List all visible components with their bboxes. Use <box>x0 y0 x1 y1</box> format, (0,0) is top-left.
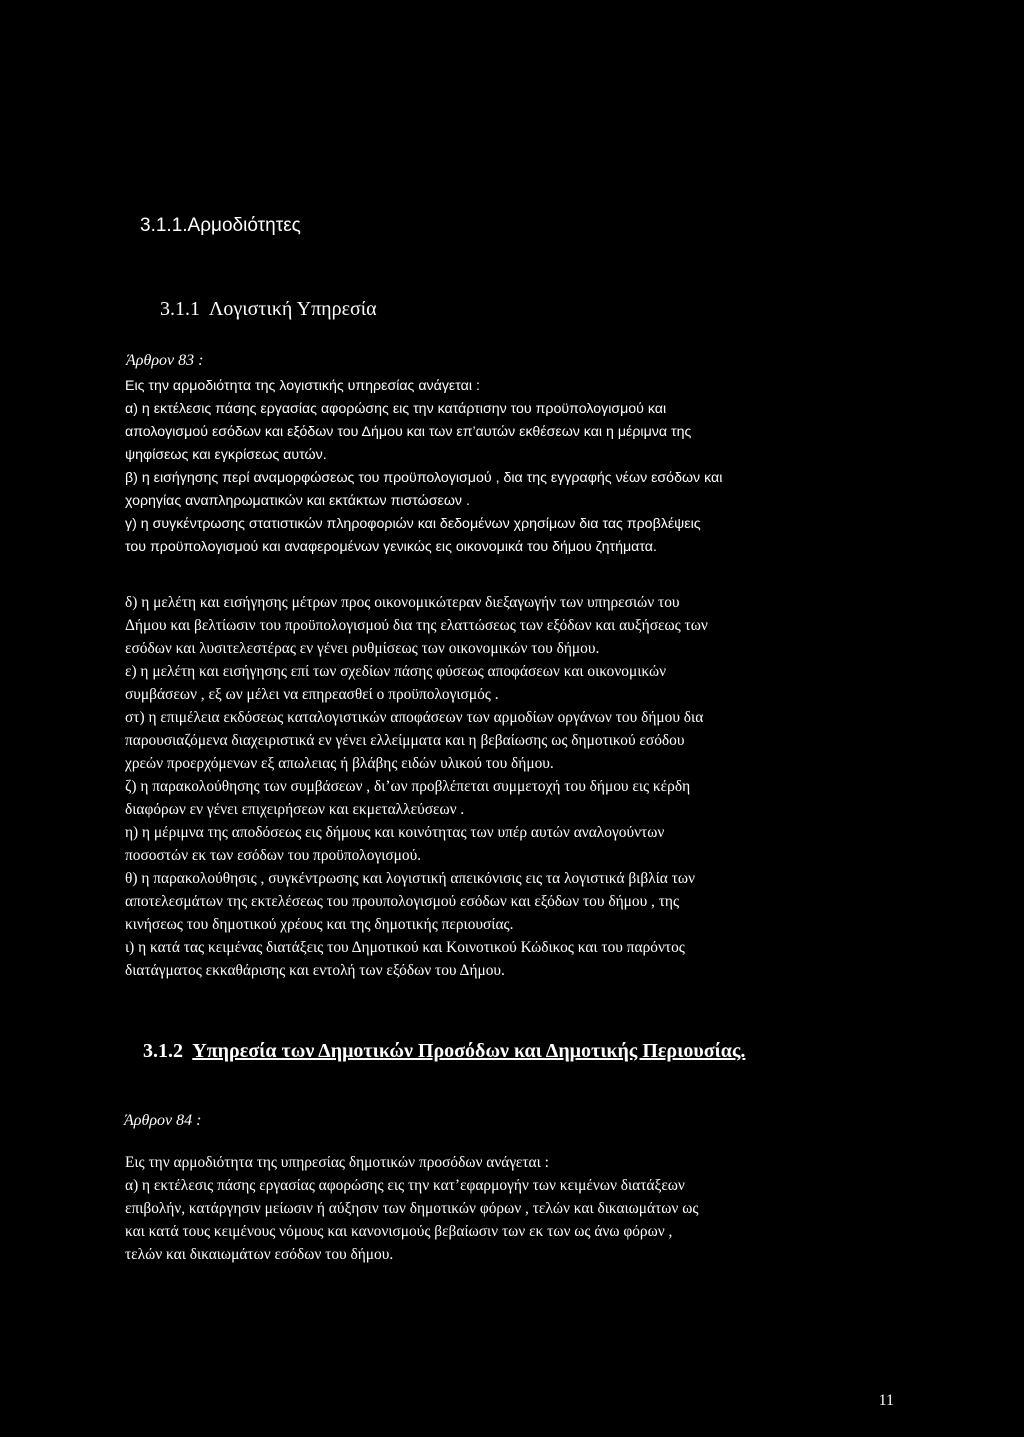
page-number: 11 <box>878 1392 894 1409</box>
paragraph-line: στ) η επιμέλεια εκδόσεως καταλογιστικών αποφάσεων των αρμοδίων οργάνων του δήμου δια <box>125 709 704 726</box>
article-84-body <box>125 1151 903 1266</box>
paragraph-line: εσόδων και λυσιτελεστέρας εν γένει ρυθμίσεως των οικονομικών του δήμου. <box>125 640 600 657</box>
subsection-heading-1 <box>160 298 377 321</box>
paragraph-line: ζ) η παρακολούθησης των συμβάσεων , δι’ων προβλέπεται συμμετοχή του δήμου εις κέρδη <box>125 778 691 795</box>
paragraph-line: τελών και δικαιωμάτων εσόδων του δήμου. <box>125 1246 394 1263</box>
paragraph-line: και κατά τους κειμένους νόμους και κανονισμούς βεβαίωσιν των εκ των ως άνω φόρων , <box>125 1223 673 1240</box>
paragraph-line: παρουσιαζόμενα διαχειριστικά εν γένει ελλείμματα και η βεβαίωσης ως δημοτικού εσόδου <box>125 732 685 749</box>
subsection-number: 3.1.2 <box>143 1040 183 1062</box>
paragraph-line: η) η μέριμνα της αποδόσεως εις δήμους και κοινότητας των υπέρ αυτών αναλογούντων <box>125 824 665 841</box>
paragraph-line: χρεών προερχόμενων εξ απωλειας ή βλάβης ειδών υλικού του δήμου. <box>125 755 554 772</box>
paragraph-line: χορηγίας αναπληρωματικών και εκτάκτων πιστώσεων . <box>125 493 470 509</box>
paragraph-line: Εις την αρμοδιότητα της λογιστικής υπηρεσίας ανάγεται : <box>125 378 480 394</box>
paragraph-line: του προϋπολογισμού και αναφερομένων γενικώς εις οικονομικά του δήμου ζητήματα. <box>125 539 657 555</box>
paragraph-line: Εις την αρμοδιότητα της υπηρεσίας δημοτικών προσόδων ανάγεται : <box>125 1154 549 1171</box>
paragraph-line: κινήσεως του δημοτικού χρέους και της δημοτικής περιουσίας. <box>125 916 514 933</box>
subsection-title: Λογιστική Υπηρεσία <box>208 298 377 320</box>
article-84-title: Άρθρον 84 : <box>124 1112 202 1129</box>
paragraph-line: γ) η συγκέντρωσης στατιστικών πληροφοριών και δεδομένων χρησίμων δια τας προβλέψεις <box>125 516 701 532</box>
subsection-number: 3.1.1 <box>160 298 200 320</box>
paragraph-line: α) η εκτέλεσις πάσης εργασίας αφορώσης εις την κατ’εφαρμογήν των κειμένων διατάξεων <box>125 1177 685 1194</box>
paragraph-line: διατάγματος εκκαθάρισης και εντολή των εξόδων του Δήμου. <box>125 962 505 979</box>
article-83-body-sans <box>125 375 903 559</box>
paragraph-line: διαφόρων εν γένει επιχειρήσεων και εκμεταλλεύσεων . <box>125 801 465 818</box>
article-83-body-serif <box>125 591 903 982</box>
paragraph-line: δ) η μελέτη και εισήγησης μέτρων προς οικονομικώτεραν διεξαγωγήν των υπηρεσιών του <box>125 594 680 611</box>
paragraph-line: απολογισμού εσόδων και εξόδων του Δήμου και των επ’αυτών εκθέσεων και η μέριμνα της <box>125 424 692 440</box>
paragraph-line: β) η εισήγησης περί αναμορφώσεως του προϋπολογισμού , δια της εγγραφής νέων εσόδων και <box>125 470 723 486</box>
paragraph-line: ψηφίσεως και εγκρίσεως αυτών. <box>125 447 327 463</box>
section-heading: 3.1.1.Αρμοδιότητες <box>140 215 301 236</box>
paragraph-line: ι) η κατά τας κειμένας διατάξεις του Δημοτικού και Κοινοτικού Κώδικος και του παρόντος <box>125 939 685 956</box>
paragraph-line: Δήμου και βελτίωσιν του προϋπολογισμού δια της ελαττώσεως των εξόδων και αυξήσεως των <box>125 617 708 634</box>
subsection-title: Υπηρεσία των Δημοτικών Προσόδων και Δημοτικής Περιουσίας. <box>192 1040 746 1062</box>
article-83-title: Άρθρον 83 : <box>126 352 204 369</box>
paragraph-line: α) η εκτέλεσις πάσης εργασίας αφορώσης εις την κατάρτισην του προϋπολογισμού και <box>125 401 667 417</box>
paragraph-line: ποσοστών εκ των εσόδων του προϋπολογισμού. <box>125 847 422 864</box>
subsection-heading-2 <box>143 1040 745 1063</box>
paragraph-line: ε) η μελέτη και εισήγησης επί των σχεδίων πάσης φύσεως αποφάσεων και οικονομικών <box>125 663 667 680</box>
paragraph-line: επιβολήν, κατάργησιν μείωσιν ή αύξησιν των δημοτικών φόρων , τελών και δικαιωμάτων ως <box>125 1200 699 1217</box>
paragraph-line: συμβάσεων , εξ ων μέλει να επηρεασθεί ο προϋπολογισμός . <box>125 686 499 703</box>
paragraph-line: θ) η παρακολούθησις , συγκέντρωσης και λογιστική απεικόνισις εις τα λογιστικά βιβλία των <box>125 870 695 887</box>
paragraph-line: αποτελεσμάτων της εκτελέσεως του προυπολογισμού εσόδων και εξόδων του δήμου , της <box>125 893 680 910</box>
